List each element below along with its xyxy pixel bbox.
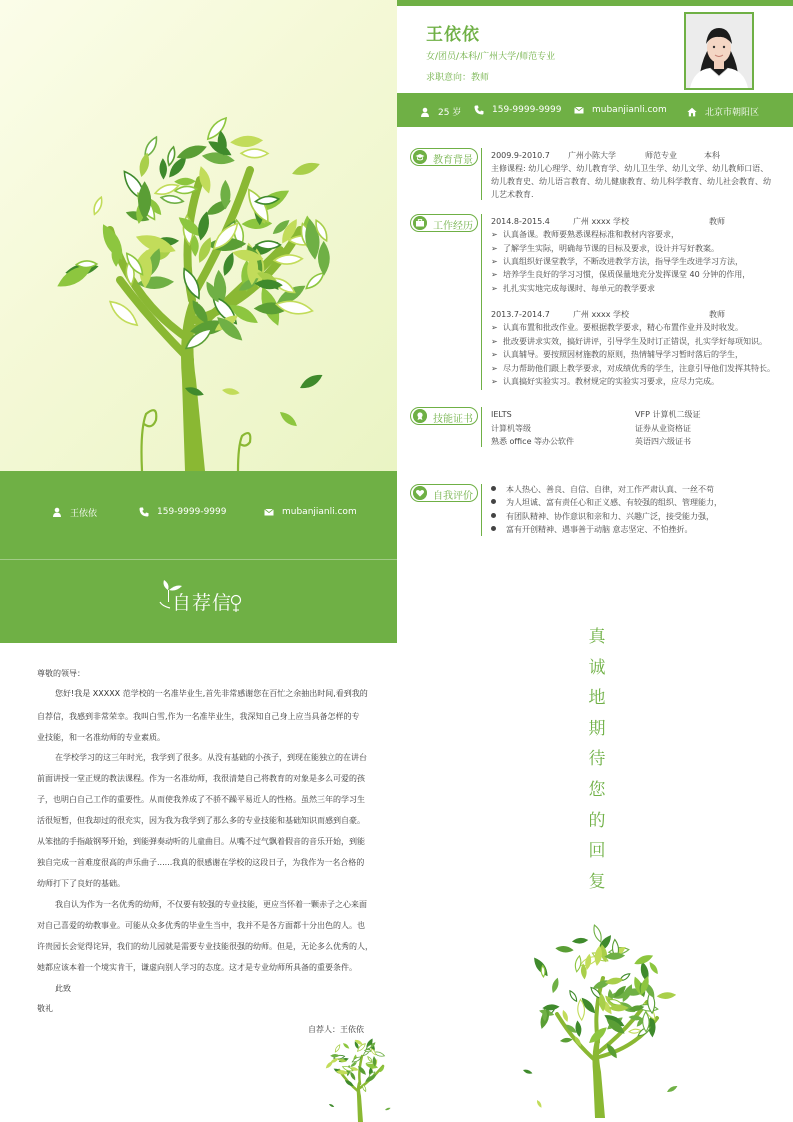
work-bullet-text: 了解学生实际，明确每节课的目标及要求，设计并写好教案。 (503, 244, 719, 253)
tree-leaf (241, 149, 268, 158)
user-icon (420, 107, 430, 117)
tree-leaf (575, 956, 580, 972)
letter-line: 幼师打下了良好的基础。 (37, 879, 125, 888)
vertical-char: 地 (588, 688, 606, 709)
work-bullet-text: 批改要讲求实效，搞好讲评，引导学生及时订正错误，扎实学好每项知识。 (503, 337, 767, 346)
tree-leaf (337, 1070, 348, 1074)
tree-leaf (224, 254, 233, 275)
phone-icon (474, 105, 484, 115)
letter-tree-illustration (519, 922, 679, 1118)
tree-leaf (351, 1063, 356, 1067)
briefcase-icon (413, 216, 427, 230)
tree-leaf (586, 955, 591, 969)
tree-leaf (256, 241, 280, 249)
tree-leaf (343, 1066, 354, 1071)
bullet-dot-icon (491, 486, 496, 491)
self-eval-text: 为人坦诚、富有责任心和正义感、有较强的组织、管理能力， (506, 498, 722, 507)
tree-leaf (541, 966, 545, 978)
falling-leaf (537, 1100, 542, 1108)
tree-leaf (610, 1005, 628, 1011)
tree-leaf (178, 146, 205, 158)
work-title: 工作经历 (433, 221, 473, 232)
heart-icon (413, 486, 427, 500)
tree-leaf (59, 267, 91, 286)
tree-leaf (335, 1045, 340, 1052)
tree-leaf (365, 1050, 372, 1052)
resume-info: 女/团员/本科/广州大学/师范专业 (426, 52, 556, 62)
letter-line: 前面讲授一堂正规的教法课程。作为一名准幼师，我很清楚自己将教育的对象是多么可爱的孩 (37, 774, 365, 783)
letter-line: 许贵园长会觉得诧异，我们的幼儿园就是需要专业技能很强的幼师。但是，无论多么优秀的人， (37, 942, 373, 951)
arrow-bullet-icon: ➢ (491, 270, 498, 279)
info-age-text: 25 岁 (438, 108, 462, 118)
tree-leaf (561, 1038, 572, 1042)
resume-job-intent: 求职意向：教师 (426, 73, 490, 83)
arrow-bullet-icon: ➢ (491, 230, 498, 239)
tree-leaf (576, 1022, 581, 1036)
letter-signature: 自荐人：王依依 (308, 1025, 364, 1034)
arrow-bullet-icon: ➢ (491, 337, 498, 346)
arrow-bullet-icon: ➢ (491, 377, 498, 386)
info-phone-text: 159-9999-9999 (492, 105, 562, 115)
tree-leaf (140, 154, 148, 176)
cover-tree-illustration (0, 0, 397, 471)
letter-line: 对自己喜爱的幼教事业。可能从众多优秀的毕业生当中，我并不是各方面都十分出色的人。也 (37, 921, 365, 930)
work-bullet (491, 349, 743, 360)
work-company: 广州 xxxx 学校 (573, 310, 630, 319)
bullet-dot-icon (491, 526, 496, 531)
self-eval-item (491, 484, 714, 495)
tree-leaf (605, 953, 624, 959)
arrow-bullet-icon: ➢ (491, 257, 498, 266)
tree-leaf (232, 137, 262, 147)
work-bullet (491, 256, 743, 267)
education-period: 2009.9-2010.7 (491, 151, 550, 160)
tree-leaf (331, 1059, 338, 1063)
signature-tree-illustration (325, 1030, 395, 1122)
vertical-char: 待 (588, 749, 606, 770)
falling-leaf (222, 388, 240, 395)
tree-leaf (344, 1044, 349, 1049)
portrait-image (686, 14, 752, 88)
tree-leaf (155, 185, 178, 195)
tree-leaf (319, 242, 329, 274)
letter-salute: 敬礼 (37, 1004, 53, 1013)
tree-leaf (543, 1009, 547, 1020)
work-company: 广州 xxxx 学校 (573, 217, 630, 226)
tree-leaf (658, 993, 675, 999)
work-bullet-text: 认真备课。教师要熟悉课程标准和教材内容要求， (503, 230, 679, 239)
tree-leaf (594, 925, 601, 942)
self-eval-item (491, 497, 722, 508)
skill-item: 熟悉 office 等办公软件 (491, 437, 575, 446)
tree-leaf (160, 160, 166, 178)
education-degree: 本科 (704, 151, 720, 160)
tree-leaf (358, 1044, 366, 1052)
arrow-bullet-icon: ➢ (491, 350, 498, 359)
cover-logo-text: 自荐信 (172, 592, 233, 614)
work-period: 2014.8-2015.4 (491, 217, 550, 226)
cover-background (0, 0, 397, 471)
tree-leaf (168, 147, 175, 165)
work-role: 教师 (709, 217, 725, 226)
tree-leaf (176, 179, 195, 185)
resume-name: 王依依 (426, 25, 480, 45)
section-title-skills (410, 407, 478, 425)
section-title-self-eval (410, 484, 478, 502)
cover-email: mubanjianli.com (282, 507, 357, 517)
tree-leaf (306, 273, 323, 289)
skills-divider (481, 407, 482, 447)
work-bullet (491, 229, 679, 240)
work-divider (481, 214, 482, 390)
tree-leaf (599, 994, 605, 1011)
work-bullet (491, 283, 655, 294)
cover-band-divider (0, 559, 397, 560)
tree-leaf (331, 1054, 339, 1057)
work-bullet (491, 336, 767, 347)
letter-line: 活很短暂，但我却过的很充实，因为我为我学到了那么多的专业技能和基础知识而感到自豪。 (37, 816, 365, 825)
education-school: 广州小陈大学 (568, 151, 616, 160)
tree-leaf (368, 1057, 372, 1062)
work-bullet-text: 认真布置和批改作业。要根据教学要求，精心布置作业并及时收发。 (503, 323, 743, 332)
tree-leaf (573, 938, 587, 943)
bullet-dot-icon (491, 513, 496, 518)
tree-leaf (595, 946, 601, 965)
education-title: 教育背景 (433, 155, 473, 166)
letter-line: 独自完成一首难度很高的声乐曲子......我真的很感谢在学校的这段日子，为我作为一名合格的 (37, 858, 365, 867)
education-courses-line: 幼儿教育史、幼儿语言教育、幼儿健康教育、幼儿科学教育、幼儿社会教育、幼 (491, 177, 771, 186)
letter-line: 她都应该本着一个境实肯干，谦虚向别人学习的态度。这才是专业幼师所具备的重要条件。 (37, 963, 357, 972)
tree-leaf (221, 181, 230, 208)
letter-line: 自荐信，我感到非常荣幸。我叫白雪,作为一名准毕业生，我深知自己身上应当具备怎样的专 (37, 712, 360, 721)
mail-icon (574, 105, 584, 115)
bullet-dot-icon (491, 499, 496, 504)
sprout-curl (142, 410, 157, 471)
profile-photo (684, 12, 754, 90)
tree-leaf (543, 1005, 558, 1010)
info-phone (474, 105, 561, 115)
cover-phone: 159-9999-9999 (157, 507, 227, 517)
phone-icon (139, 507, 149, 517)
skill-item: IELTS (491, 410, 512, 419)
cover-band (0, 471, 397, 643)
letter-line: 您好!我是 XXXXX 范学校的一名准毕业生,首先非常感谢您在百忙之余抽出时间,看到我的 (55, 689, 368, 698)
skills-title: 技能证书 (433, 414, 473, 425)
tree-leaf (110, 302, 137, 326)
cover-name-item (52, 506, 97, 518)
falling-leaf (280, 412, 297, 426)
falling-leaf (329, 1104, 334, 1107)
letter-greeting: 尊敬的领导： (37, 669, 85, 678)
vertical-char: 回 (588, 841, 606, 862)
self-eval-item (491, 524, 693, 535)
self-eval-text: 有团队精神、协作意识和亲和力、兴趣广泛，接受能力强， (506, 512, 714, 521)
tree-leaf (192, 236, 198, 255)
letter-line: 在学校学习的这三年时光，我学到了很多。从没有基础的小孩子，到现在能独立的在讲台 (55, 753, 367, 762)
work-bullet (491, 243, 719, 254)
vertical-char: 复 (588, 871, 606, 892)
certificate-icon (413, 409, 427, 423)
work-bullet-text: 扎扎实实地完成每课时、每单元的教学要求 (503, 284, 655, 293)
letter-line: 业技能，和一名准幼师的专业素质。 (37, 733, 165, 742)
self-eval-text: 富有开创精神、遇事善于动脑 意志坚定、不怕挫折。 (506, 525, 693, 534)
arrow-bullet-icon: ➢ (491, 244, 498, 253)
tree-leaf (570, 991, 577, 1002)
letter-line: 子，也明白自己工作的重要性。从而使我养成了不骄不躁平易近人的性格。虽然三年的学习生 (37, 795, 365, 804)
tree-leaf (563, 1011, 567, 1021)
tree-leaf (94, 197, 102, 214)
skill-item: 计算机等级 (491, 424, 531, 433)
education-courses-line: 儿艺术教育. (491, 190, 534, 199)
falling-leaf (300, 375, 323, 388)
self-eval-title: 自我评价 (433, 491, 473, 502)
work-bullet (491, 269, 750, 280)
tree-leaf (199, 213, 208, 239)
section-title-education (410, 148, 478, 166)
education-major: 师范专业 (645, 151, 677, 160)
sprout-curl (238, 433, 250, 471)
tree-leaf (294, 164, 319, 174)
vertical-char: 期 (588, 718, 606, 739)
cover-logo (156, 578, 246, 614)
info-address-text: 北京市朝阳区 (705, 108, 760, 118)
tree-leaf (581, 964, 586, 978)
vertical-char: 的 (588, 810, 606, 831)
work-bullet-text: 培养学生良好的学习习惯，保质保量地充分发挥课堂 40 分钟的作用， (503, 270, 751, 279)
work-bullet (491, 322, 743, 333)
self-eval-text: 本人热心、善良、自信、自律，对工作严肃认真、一丝不苟 (506, 485, 714, 494)
vertical-char: 您 (588, 779, 606, 800)
education-divider (481, 148, 482, 200)
vertical-char: 真 (588, 627, 606, 647)
tree-leaf (575, 1037, 580, 1046)
falling-leaf (667, 1086, 677, 1092)
tree-leaf (346, 1081, 354, 1086)
tree-leaf (161, 196, 183, 204)
info-email-text: mubanjianli.com (592, 105, 667, 115)
self-eval-item (491, 511, 714, 522)
work-bullet-text: 认真搞好实验实习。教材规定的实验实习要求，应尽力完成。 (503, 377, 719, 386)
tree-leaf (351, 1072, 355, 1080)
cover-phone-item (139, 506, 226, 518)
mail-icon (264, 507, 274, 517)
section-title-work (410, 214, 478, 232)
letter-line: 我自认为作为一名优秀的幼师，不仅要有较强的专业技能，更应当怀着一颗赤子之心来面 (55, 900, 367, 909)
skill-item: 证券从业资格证 (635, 424, 691, 433)
work-bullet-text: 认真辅导。要按照因材施教的原则，热情辅导学习暂时落后的学生， (503, 350, 743, 359)
falling-leaf (523, 1070, 532, 1074)
education-icon (413, 150, 427, 164)
tree-leaf (606, 978, 623, 984)
resume-info-bar (397, 93, 793, 127)
tree-leaf (556, 947, 572, 952)
letter-line: 从笨拙的手指敲钢琴开始，到能弹奏动听的儿童曲目。从嘴不过气飘着假音的音乐开始，到能 (37, 837, 365, 846)
skill-item: 英语四六级证书 (635, 437, 691, 446)
falling-leaf (385, 1108, 391, 1111)
info-email (574, 105, 667, 115)
letter-closing: 此致 (55, 984, 71, 993)
user-icon (52, 507, 62, 517)
vertical-char: 诚 (588, 657, 606, 678)
work-bullet-text: 认真组织好课堂教学，不断改进教学方法，指导学生改进学习方法， (503, 257, 743, 266)
home-icon (687, 107, 697, 117)
tree-leaf (629, 1029, 641, 1033)
vertical-closing-text (586, 622, 608, 897)
education-courses-line: 主修课程: 幼儿心理学、幼儿教育学、幼儿卫生学、幼儿文学、幼儿教师口语、 (491, 164, 769, 173)
resume-top-line (397, 0, 793, 6)
arrow-bullet-icon: ➢ (491, 364, 498, 373)
arrow-bullet-icon: ➢ (491, 284, 498, 293)
tree-leaf (76, 261, 96, 268)
self-eval-divider (481, 484, 482, 536)
arrow-bullet-icon: ➢ (491, 323, 498, 332)
tree-leaf (363, 1085, 366, 1092)
info-address (687, 105, 759, 118)
cover-email-item (264, 506, 357, 518)
tree-leaf (650, 963, 657, 973)
work-bullet (491, 363, 775, 374)
work-bullet (491, 376, 719, 387)
work-period: 2013.7-2014.7 (491, 310, 550, 319)
info-age (420, 105, 461, 118)
tree-leaf (553, 979, 558, 992)
cover-name: 王依依 (70, 508, 98, 519)
work-role: 教师 (709, 310, 725, 319)
skill-item: VFP 计算机二级证 (635, 410, 701, 419)
work-bullet-text: 尽力帮助他们跟上教学要求，对成绩优秀的学生，注意引导他们发挥其特长。 (503, 364, 775, 373)
